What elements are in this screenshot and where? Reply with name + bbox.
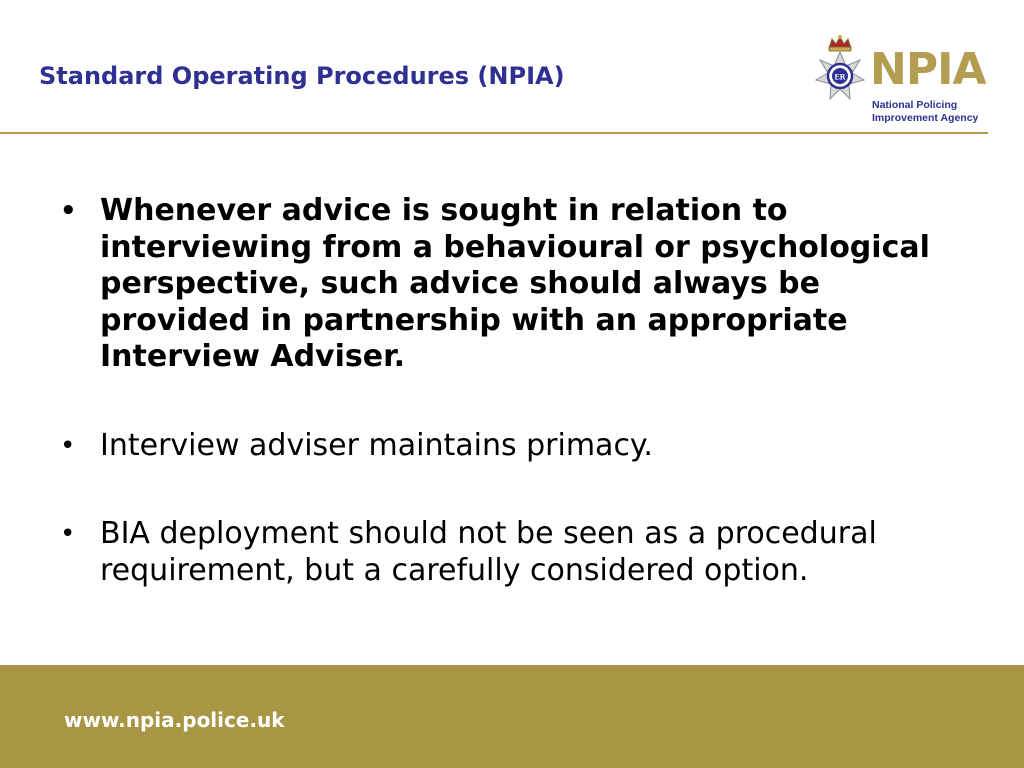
bullet-item xyxy=(60,193,940,376)
logo-wordmark: NPIA xyxy=(870,44,986,95)
npia-logo xyxy=(812,34,992,130)
footer-band xyxy=(0,665,1024,768)
bullet-text: Whenever advice is sought in relation to interviewing from a behavioural or psychological perspective, such advice should always be provided in partnership with an appropriate Interview Adviser. xyxy=(100,193,930,374)
header-divider xyxy=(0,132,988,134)
logo-subtitle-line2: Improvement Agency xyxy=(872,112,979,124)
bullet-list xyxy=(60,193,940,589)
logo-subtitle xyxy=(872,99,978,125)
page-title: Standard Operating Procedures (NPIA) xyxy=(39,62,565,90)
bullet-text: Interview adviser maintains primacy. xyxy=(100,427,653,463)
footer-url[interactable]: www.npia.police.uk xyxy=(64,708,285,732)
bullet-text: BIA deployment should not be seen as a procedural requirement, but a carefully considered option. xyxy=(100,516,877,588)
bullet-item xyxy=(60,516,940,589)
badge-text: ER xyxy=(834,72,846,82)
bullet-item xyxy=(60,428,940,465)
bullet-marker: • xyxy=(60,519,76,549)
bullet-marker: • xyxy=(60,430,76,461)
bullet-marker: • xyxy=(60,196,77,226)
police-crown-badge-icon xyxy=(814,34,866,104)
logo-subtitle-line1: National Policing xyxy=(872,99,958,111)
